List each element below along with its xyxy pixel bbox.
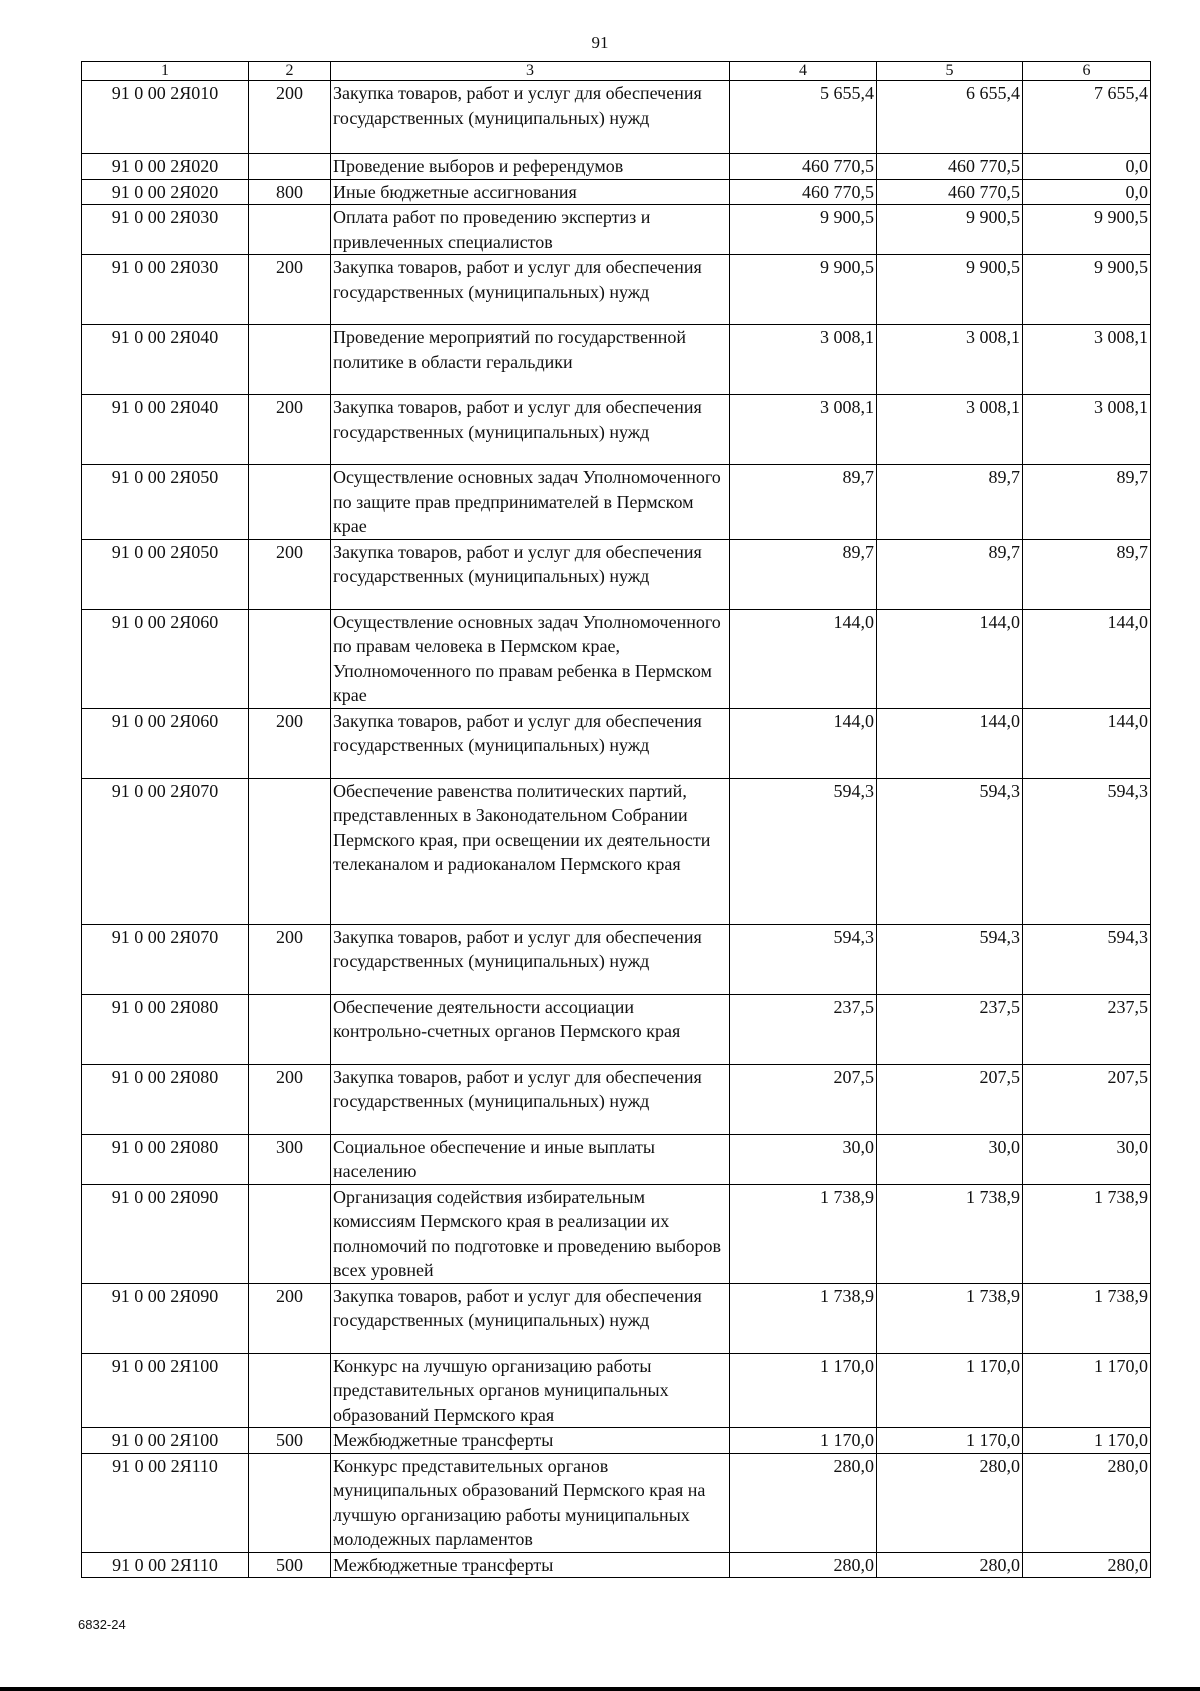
row-description: Межбюджетные трансферты xyxy=(331,1552,730,1578)
value-col-6: 207,5 xyxy=(1023,1064,1151,1134)
budget-code: 91 0 00 2Я080 xyxy=(82,1064,249,1134)
expense-type xyxy=(249,609,331,708)
expense-type xyxy=(249,465,331,540)
row-description: Оплата работ по проведению экспертиз и привлеченных специалистов xyxy=(331,205,730,255)
table-row xyxy=(82,1134,1151,1184)
value-col-4: 1 170,0 xyxy=(730,1353,877,1428)
header-col-2: 2 xyxy=(249,62,331,81)
value-col-5: 144,0 xyxy=(877,708,1023,778)
value-col-6: 1 738,9 xyxy=(1023,1283,1151,1353)
header-col-5: 5 xyxy=(877,62,1023,81)
value-col-4: 460 770,5 xyxy=(730,179,877,205)
value-col-5: 89,7 xyxy=(877,465,1023,540)
budget-code: 91 0 00 2Я070 xyxy=(82,924,249,994)
row-description: Проведение мероприятий по государственной политике в области геральдики xyxy=(331,325,730,395)
budget-code: 91 0 00 2Я080 xyxy=(82,1134,249,1184)
value-col-5: 1 170,0 xyxy=(877,1428,1023,1454)
budget-code: 91 0 00 2Я020 xyxy=(82,179,249,205)
value-col-4: 3 008,1 xyxy=(730,395,877,465)
budget-code: 91 0 00 2Я050 xyxy=(82,539,249,609)
row-description: Закупка товаров, работ и услуг для обеспечения государственных (муниципальных) нужд xyxy=(331,708,730,778)
value-col-5: 9 900,5 xyxy=(877,205,1023,255)
value-col-6: 144,0 xyxy=(1023,708,1151,778)
table-row xyxy=(82,994,1151,1064)
value-col-6: 1 170,0 xyxy=(1023,1353,1151,1428)
value-col-6: 144,0 xyxy=(1023,609,1151,708)
expense-type: 200 xyxy=(249,81,331,154)
value-col-4: 1 738,9 xyxy=(730,1283,877,1353)
value-col-4: 30,0 xyxy=(730,1134,877,1184)
row-description: Организация содействия избирательным комиссиям Пермского края в реализации их полномочий по подготовке и проведению выборов всех уровней xyxy=(331,1184,730,1283)
budget-code: 91 0 00 2Я100 xyxy=(82,1428,249,1454)
value-col-6: 280,0 xyxy=(1023,1552,1151,1578)
budget-code: 91 0 00 2Я080 xyxy=(82,994,249,1064)
budget-code: 91 0 00 2Я060 xyxy=(82,609,249,708)
value-col-5: 3 008,1 xyxy=(877,395,1023,465)
table-row xyxy=(82,1453,1151,1552)
budget-code: 91 0 00 2Я070 xyxy=(82,778,249,924)
row-description: Обеспечение деятельности ассоциации контрольно-счетных органов Пермского края xyxy=(331,994,730,1064)
value-col-4: 89,7 xyxy=(730,465,877,540)
expense-type: 200 xyxy=(249,1064,331,1134)
expense-type xyxy=(249,778,331,924)
expense-type: 200 xyxy=(249,539,331,609)
value-col-5: 280,0 xyxy=(877,1552,1023,1578)
value-col-5: 460 770,5 xyxy=(877,154,1023,180)
value-col-4: 9 900,5 xyxy=(730,255,877,325)
value-col-4: 9 900,5 xyxy=(730,205,877,255)
value-col-6: 594,3 xyxy=(1023,924,1151,994)
value-col-4: 280,0 xyxy=(730,1453,877,1552)
table-row xyxy=(82,205,1151,255)
value-col-5: 30,0 xyxy=(877,1134,1023,1184)
value-col-6: 280,0 xyxy=(1023,1453,1151,1552)
document-code: 6832-24 xyxy=(78,1617,126,1632)
table-row xyxy=(82,81,1151,154)
header-col-4: 4 xyxy=(730,62,877,81)
value-col-5: 6 655,4 xyxy=(877,81,1023,154)
value-col-5: 9 900,5 xyxy=(877,255,1023,325)
table-row xyxy=(82,1353,1151,1428)
budget-code: 91 0 00 2Я010 xyxy=(82,81,249,154)
table-row xyxy=(82,1428,1151,1454)
value-col-5: 280,0 xyxy=(877,1453,1023,1552)
row-description: Закупка товаров, работ и услуг для обеспечения государственных (муниципальных) нужд xyxy=(331,81,730,154)
row-description: Закупка товаров, работ и услуг для обеспечения государственных (муниципальных) нужд xyxy=(331,395,730,465)
value-col-4: 144,0 xyxy=(730,708,877,778)
value-col-5: 237,5 xyxy=(877,994,1023,1064)
expense-type: 300 xyxy=(249,1134,331,1184)
budget-code: 91 0 00 2Я090 xyxy=(82,1283,249,1353)
value-col-4: 594,3 xyxy=(730,924,877,994)
budget-code: 91 0 00 2Я030 xyxy=(82,205,249,255)
value-col-4: 280,0 xyxy=(730,1552,877,1578)
expense-type xyxy=(249,325,331,395)
value-col-4: 1 170,0 xyxy=(730,1428,877,1454)
table-row xyxy=(82,154,1151,180)
value-col-6: 237,5 xyxy=(1023,994,1151,1064)
table-row xyxy=(82,924,1151,994)
row-description: Закупка товаров, работ и услуг для обеспечения государственных (муниципальных) нужд xyxy=(331,255,730,325)
table-row xyxy=(82,179,1151,205)
row-description: Осуществление основных задач Уполномоченного по правам человека в Пермском крае, Уполномоченного по правам ребенка в Пермском крае xyxy=(331,609,730,708)
expense-type xyxy=(249,1184,331,1283)
value-col-5: 594,3 xyxy=(877,778,1023,924)
expense-type xyxy=(249,154,331,180)
value-col-6: 30,0 xyxy=(1023,1134,1151,1184)
value-col-5: 144,0 xyxy=(877,609,1023,708)
budget-table xyxy=(81,61,1151,1578)
value-col-5: 1 738,9 xyxy=(877,1283,1023,1353)
value-col-4: 460 770,5 xyxy=(730,154,877,180)
expense-type: 200 xyxy=(249,708,331,778)
table-row xyxy=(82,1283,1151,1353)
value-col-6: 9 900,5 xyxy=(1023,255,1151,325)
expense-type: 200 xyxy=(249,924,331,994)
value-col-4: 3 008,1 xyxy=(730,325,877,395)
expense-type xyxy=(249,205,331,255)
value-col-6: 89,7 xyxy=(1023,465,1151,540)
budget-code: 91 0 00 2Я030 xyxy=(82,255,249,325)
value-col-6: 7 655,4 xyxy=(1023,81,1151,154)
header-col-3: 3 xyxy=(331,62,730,81)
value-col-4: 144,0 xyxy=(730,609,877,708)
value-col-4: 5 655,4 xyxy=(730,81,877,154)
value-col-5: 1 170,0 xyxy=(877,1353,1023,1428)
value-col-5: 89,7 xyxy=(877,539,1023,609)
table-row xyxy=(82,609,1151,708)
row-description: Проведение выборов и референдумов xyxy=(331,154,730,180)
table-row xyxy=(82,465,1151,540)
value-col-6: 9 900,5 xyxy=(1023,205,1151,255)
budget-code: 91 0 00 2Я100 xyxy=(82,1353,249,1428)
row-description: Осуществление основных задач Уполномоченного по защите прав предпринимателей в Пермском крае xyxy=(331,465,730,540)
row-description: Межбюджетные трансферты xyxy=(331,1428,730,1454)
expense-type: 200 xyxy=(249,1283,331,1353)
row-description: Иные бюджетные ассигнования xyxy=(331,179,730,205)
table-row xyxy=(82,708,1151,778)
expense-type xyxy=(249,1353,331,1428)
page-number: 91 xyxy=(591,33,609,52)
row-description: Конкурс представительных органов муниципальных образований Пермского края на лучшую организацию работы муниципальных молодежных парламентов xyxy=(331,1453,730,1552)
row-description: Конкурс на лучшую организацию работы представительных органов муниципальных образований Пермского края xyxy=(331,1353,730,1428)
row-description: Социальное обеспечение и иные выплаты населению xyxy=(331,1134,730,1184)
table-row xyxy=(82,255,1151,325)
value-col-6: 0,0 xyxy=(1023,179,1151,205)
expense-type: 200 xyxy=(249,255,331,325)
value-col-5: 594,3 xyxy=(877,924,1023,994)
value-col-4: 1 738,9 xyxy=(730,1184,877,1283)
value-col-6: 89,7 xyxy=(1023,539,1151,609)
row-description: Закупка товаров, работ и услуг для обеспечения государственных (муниципальных) нужд xyxy=(331,924,730,994)
expense-type xyxy=(249,1453,331,1552)
table-row xyxy=(82,1184,1151,1283)
row-description: Закупка товаров, работ и услуг для обеспечения государственных (муниципальных) нужд xyxy=(331,1283,730,1353)
expense-type: 500 xyxy=(249,1428,331,1454)
row-description: Закупка товаров, работ и услуг для обеспечения государственных (муниципальных) нужд xyxy=(331,539,730,609)
table-row xyxy=(82,539,1151,609)
value-col-6: 1 170,0 xyxy=(1023,1428,1151,1454)
value-col-4: 237,5 xyxy=(730,994,877,1064)
value-col-5: 1 738,9 xyxy=(877,1184,1023,1283)
budget-code: 91 0 00 2Я110 xyxy=(82,1453,249,1552)
value-col-6: 0,0 xyxy=(1023,154,1151,180)
value-col-5: 3 008,1 xyxy=(877,325,1023,395)
table-row xyxy=(82,325,1151,395)
expense-type: 500 xyxy=(249,1552,331,1578)
budget-code: 91 0 00 2Я040 xyxy=(82,395,249,465)
table-header-row xyxy=(82,62,1151,81)
value-col-4: 594,3 xyxy=(730,778,877,924)
value-col-4: 89,7 xyxy=(730,539,877,609)
header-col-6: 6 xyxy=(1023,62,1151,81)
budget-code: 91 0 00 2Я050 xyxy=(82,465,249,540)
value-col-6: 3 008,1 xyxy=(1023,325,1151,395)
value-col-4: 207,5 xyxy=(730,1064,877,1134)
budget-code: 91 0 00 2Я020 xyxy=(82,154,249,180)
budget-code: 91 0 00 2Я060 xyxy=(82,708,249,778)
budget-code: 91 0 00 2Я090 xyxy=(82,1184,249,1283)
table-row xyxy=(82,778,1151,924)
value-col-6: 1 738,9 xyxy=(1023,1184,1151,1283)
table-row xyxy=(82,1064,1151,1134)
budget-code: 91 0 00 2Я110 xyxy=(82,1552,249,1578)
row-description: Закупка товаров, работ и услуг для обеспечения государственных (муниципальных) нужд xyxy=(331,1064,730,1134)
expense-type: 200 xyxy=(249,395,331,465)
table-row xyxy=(82,1552,1151,1578)
scan-border xyxy=(0,1687,1200,1691)
budget-code: 91 0 00 2Я040 xyxy=(82,325,249,395)
header-col-1: 1 xyxy=(82,62,249,81)
value-col-6: 594,3 xyxy=(1023,778,1151,924)
value-col-5: 460 770,5 xyxy=(877,179,1023,205)
value-col-6: 3 008,1 xyxy=(1023,395,1151,465)
expense-type xyxy=(249,994,331,1064)
table-row xyxy=(82,395,1151,465)
row-description: Обеспечение равенства политических партий, представленных в Законодательном Собрании Пермского края, при освещении их деятельности телеканалом и радиоканалом Пермского края xyxy=(331,778,730,924)
value-col-5: 207,5 xyxy=(877,1064,1023,1134)
expense-type: 800 xyxy=(249,179,331,205)
